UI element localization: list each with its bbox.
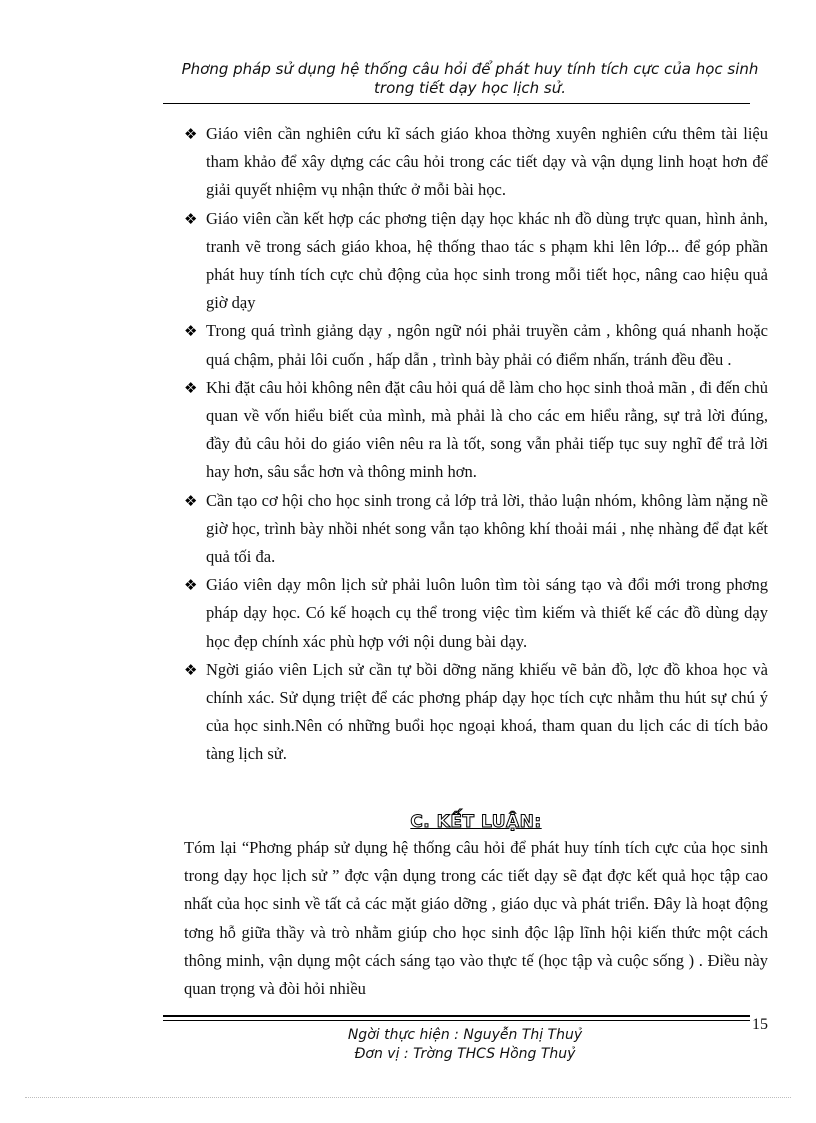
list-item-text: Trong quá trình giảng dạy , ngôn ngữ nói phải truyền cảm , không quá nhanh hoặc quá chậm, phải lôi cuốn , hấp dẫn , trình bày phải có điểm nhấn, tránh đều đều . [206, 321, 768, 369]
footer-author: Ngời thực hiện : Nguyễn Thị Thuỷ [347, 1027, 583, 1043]
header-title-line-1: Phơng pháp sử dụng hệ thống câu hỏi để phát huy tính tích cực của học sinh [181, 60, 759, 78]
list-item [184, 205, 768, 318]
list-item-text: Ngời giáo viên Lịch sử cần tự bồi dỡng năng khiếu vẽ bản đồ, lợc đồ khoa học và chính xác. Sử dụng triệt để các phơng pháp dạy học tích cực nhằm thu hút sự chú ý của học sinh.Nên có những buổi học ngoại khoá, tham quan du lịch các di tích bảo tàng lịch sử. [206, 659, 768, 764]
page-number: 15 [752, 1016, 768, 1033]
four-diamond-icon: ❖ [184, 660, 198, 679]
four-diamond-icon: ❖ [184, 576, 198, 595]
page-header [150, 60, 790, 98]
header-rule [163, 103, 750, 104]
list-item [184, 656, 768, 769]
list-item [184, 487, 768, 572]
bottom-dotted-divider [25, 1097, 791, 1098]
page-footer [300, 1026, 630, 1064]
four-diamond-icon: ❖ [184, 322, 198, 341]
four-diamond-icon: ❖ [184, 125, 198, 143]
four-diamond-icon: ❖ [184, 209, 198, 228]
section-title-conclusion: C. KẾT LUẬN: [410, 812, 542, 832]
list-item [184, 374, 768, 487]
four-diamond-icon: ❖ [184, 491, 198, 510]
list-item-text: Giáo viên cần nghiên cứu kĩ sách giáo khoa thờng xuyên nghiên cứu thêm tài liệu tham khảo để xây dựng các câu hỏi trong các tiết dạy và vận dụng linh hoạt hơn để giải quyết nhiệm vụ nhận thức ở mỗi bài học. [206, 124, 768, 200]
footer-rule [163, 1015, 750, 1021]
list-item-text: Khi đặt câu hỏi không nên đặt câu hỏi quá dễ làm cho học sinh thoả mãn , đi đến chủ quan về vốn hiểu biết của mình, mà phải là cho các em hiểu rằng, sự trả lời đúng, đầy đủ câu hỏi do giáo viên nêu ra là tốt, song vẫn phải tiếp tục suy nghĩ để trả lời hay hơn, sâu sắc hơn và thông minh hơn. [206, 377, 768, 482]
conclusion-paragraph: Tóm lại “Phơng pháp sử dụng hệ thống câu hỏi để phát huy tính tích cực của học sinh trong dạy học lịch sử ” đợc vận dụng trong các tiết dạy sẽ đạt đợc kết quả học tập cao nhất của học sinh về tất cả các mặt giáo dỡng , giáo dục và phát triển. Đây là hoạt động tơng hỗ giữa thầy và trò nhằm giúp cho học sinh độc lập lĩnh hội kiến thức một cách thông minh, vận dụng một cách sáng tạo vào thực tế (học tập và cuộc sống ) . Điều này quan trọng và đòi hỏi nhiều [184, 838, 768, 999]
list-item [184, 571, 768, 656]
list-item [184, 120, 768, 205]
footer-unit: Đơn vị : Trờng THCS Hồng Thuỷ [354, 1046, 576, 1062]
header-title-line-2: trong tiết dạy học lịch sử. [374, 79, 566, 97]
list-item [184, 317, 768, 373]
four-diamond-icon: ❖ [184, 378, 198, 397]
list-item-text: Giáo viên dạy môn lịch sử phải luôn luôn tìm tòi sáng tạo và đổi mới trong phơng pháp dạy học. Có kế hoạch cụ thể trong việc tìm kiếm và thiết kế các đồ dùng dạy học đẹp chính xác phù hợp với nội dung bài dạy. [206, 575, 768, 651]
list-item-text: Giáo viên cần kết hợp các phơng tiện dạy học khác nh đồ dùng trực quan, hình ảnh, tranh vẽ trong sách giáo khoa, hệ thống thao tác s phạm khi lên lớp... để góp phần phát huy tính tích cực chủ động của học sinh trong mỗi tiết học, nâng cao hiệu quả giờ dạy [206, 208, 768, 313]
recommendation-list [184, 120, 768, 769]
list-item-text: Cần tạo cơ hội cho học sinh trong cả lớp trả lời, thảo luận nhóm, không làm nặng nề giờ học, trình bày nhồi nhét song vẫn tạo không khí thoải mái , nhẹ nhàng để đạt kết quả tối đa. [206, 490, 768, 567]
